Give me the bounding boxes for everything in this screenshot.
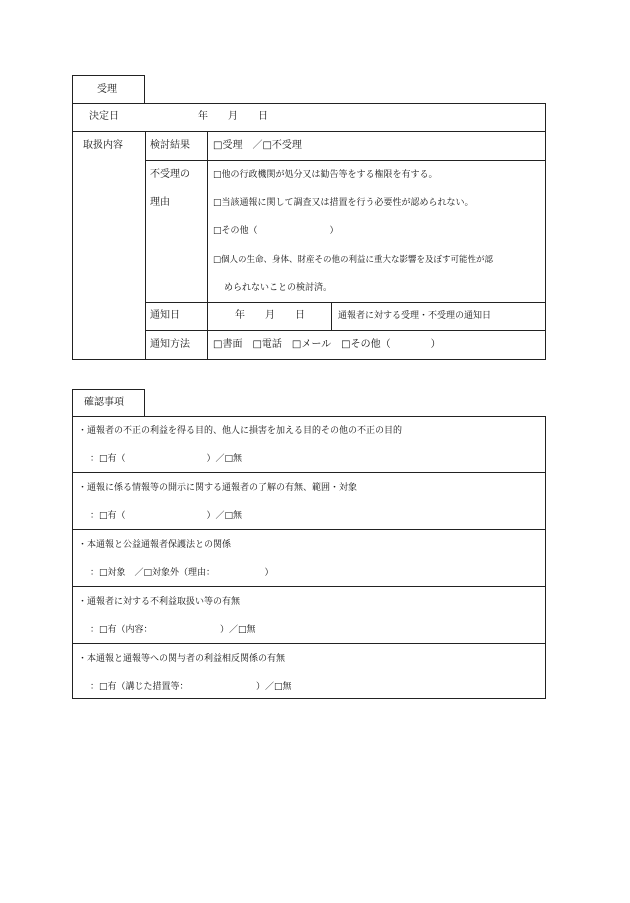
- rejection-reason-2[interactable]: □当該通報に関して調査又は措置を行う必要性が認められない。: [213, 198, 474, 208]
- rejection-reason-4[interactable]: □個人の生命、身体、財産その他の利益に重大な影響を及ぼす可能性が認: [213, 255, 494, 265]
- review-result-options[interactable]: □受理 ／□不受理: [213, 140, 302, 151]
- confirmation-question-3: ・本通報と公益通報者保護法との関係: [78, 540, 232, 550]
- confirmation-question-2: ・通報に係る情報等の開示に関する通報者の了解の有無、範囲・対象: [78, 483, 358, 493]
- rejection-reason-4-cont: められないことの検討済。: [224, 283, 333, 293]
- rejection-reason-1[interactable]: □他の行政機関が処分又は勧告等をする権限を有する。: [213, 170, 438, 180]
- reception-title: 受理: [97, 84, 117, 95]
- confirmation-answer-4[interactable]: ：□有（内容： ）／□無: [90, 625, 256, 635]
- confirmation-question-5: ・本通報と通報等への関与者の利益相反関係の有無: [78, 654, 286, 664]
- notice-date-value[interactable]: 年 月 日: [235, 310, 305, 321]
- decision-date-value[interactable]: 年 月 日: [198, 111, 268, 122]
- decision-date-label: 決定日: [89, 111, 119, 122]
- confirmation-answer-2[interactable]: ：□有（ ）／□無: [90, 511, 243, 521]
- handling-label: 取扱内容: [83, 140, 123, 151]
- notice-date-label: 通知日: [150, 310, 180, 321]
- confirmation-answer-1[interactable]: ：□有（ ）／□無: [90, 454, 243, 464]
- confirmation-question-4: ・通報者に対する不利益取扱い等の有無: [78, 597, 241, 607]
- notice-method-label: 通知方法: [150, 339, 190, 350]
- rejection-reason-3[interactable]: □その他（ ）: [213, 226, 339, 236]
- confirmation-answer-3[interactable]: ：□対象 ／□対象外（理由： ）: [90, 568, 274, 578]
- rejection-label-line2: 理由: [150, 197, 170, 208]
- confirmation-title: 確認事項: [84, 397, 124, 408]
- confirmation-answer-5[interactable]: ：□有（講じた措置等： ）／□無: [90, 682, 292, 692]
- confirmation-question-1: ・通報者の不正の利益を得る目的、他人に損害を加える目的その他の不正の目的: [78, 426, 403, 436]
- notice-method-options[interactable]: □書面 □電話 □メール □その他（ ）: [213, 339, 441, 350]
- notice-date-note: 通報者に対する受理・不受理の通知日: [338, 311, 492, 321]
- rejection-label-line1: 不受理の: [150, 169, 190, 180]
- review-result-label: 検討結果: [150, 140, 190, 151]
